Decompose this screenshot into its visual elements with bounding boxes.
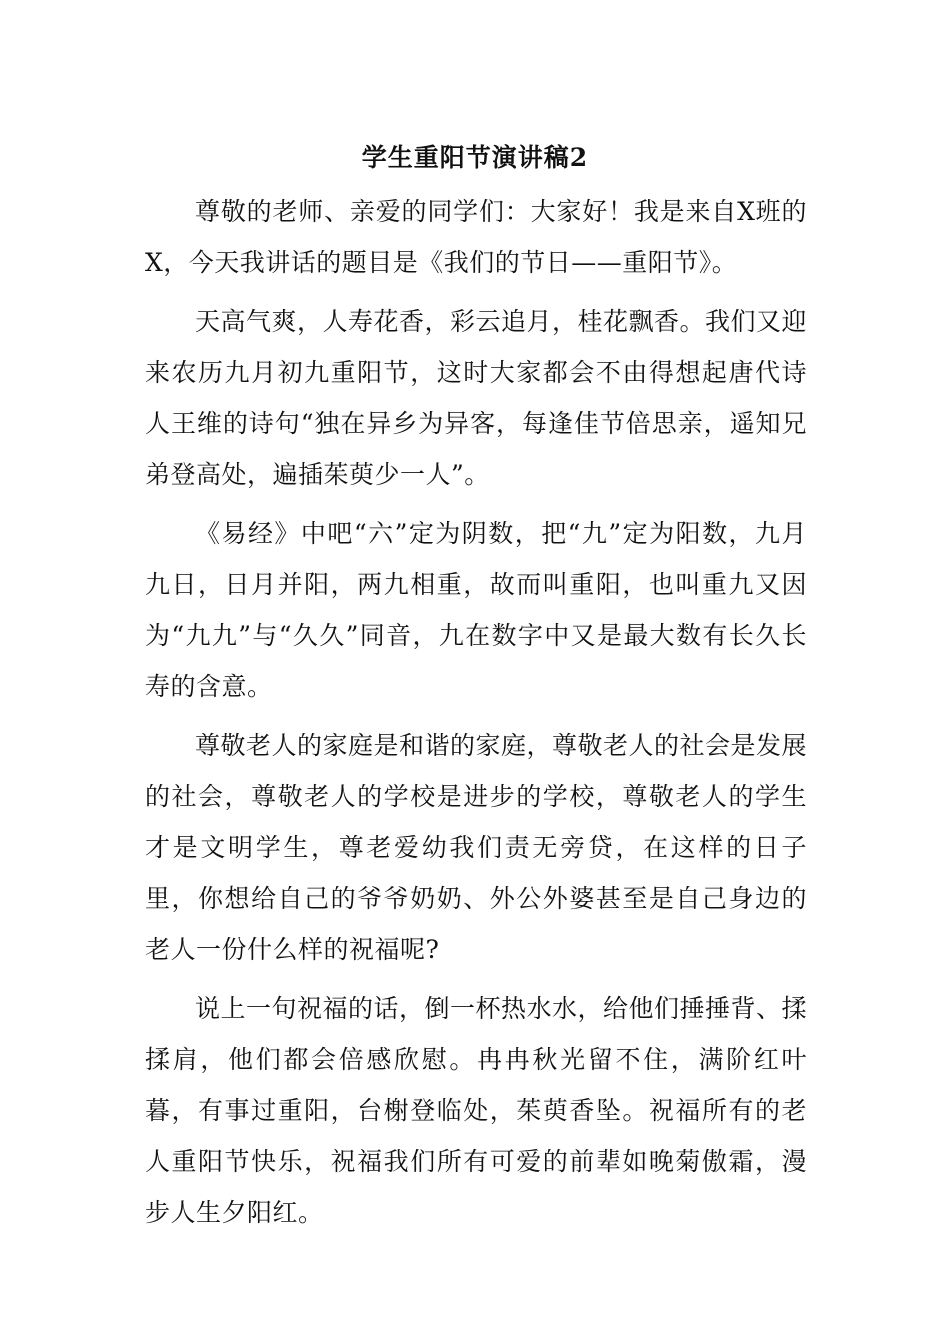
paragraph-respect-elders: 尊敬老人的家庭是和谐的家庭，尊敬老人的社会是发展的社会，尊敬老人的学校是进步的学校，尊敬老人的学生才是文明学生，尊老爱幼我们责无旁贷，在这样的日子里，你想给自己的爷爷奶奶、外公外婆甚至是自己身边的老人一份什么样的祝福呢? [145,731,808,964]
document-title: 学生重阳节演讲稿2 [361,143,589,172]
document-body [145,186,807,1246]
paragraph-greeting: 尊敬的老师、亲爱的同学们：大家好！我是来自X班的X，今天我讲话的题目是《我们的节日——重阳节》。 [145,197,807,277]
paragraph-yijing: 《易经》中吧“六”定为阴数，把“九”定为阳数，九月九日，日月并阳，两九相重，故而叫重阳，也叫重九又因为“九九”与“久久”同音，九在数字中又是最大数有长久长寿的含意。 [145,519,807,701]
paragraph-autumn: 天高气爽，人寿花香，彩云追月，桂花飘香。我们又迎来农历九月初九重阳节，这时大家都会不由得想起唐代诗人王维的诗句“独在异乡为异客，每逢佳节倍思亲，遥知兄弟登高处，遍插茱萸少一人”。 [145,307,808,489]
paragraph-blessing: 说上一句祝福的话，倒一杯热水水，给他们捶捶背、揉揉肩，他们都会倍感欣慰。冉冉秋光留不住，满阶红叶暮，有事过重阳，台榭登临处，茱萸香坠。祝福所有的老人重阳节快乐，祝福我们所有可爱的前辈如晚菊傲霜，漫步人生夕阳红。 [145,994,808,1227]
